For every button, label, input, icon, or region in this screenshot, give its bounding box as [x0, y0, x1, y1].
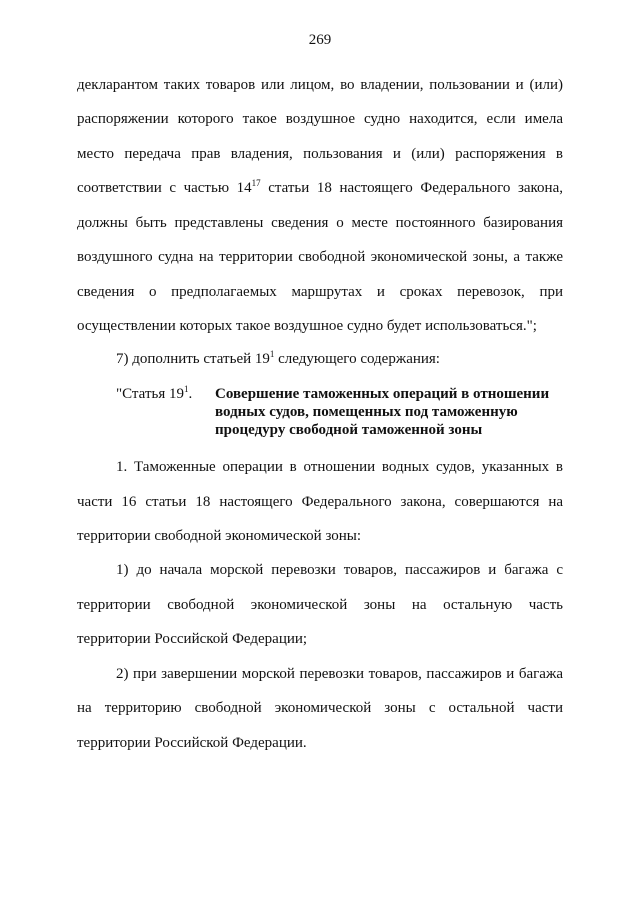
text-line: воздушного судна на территории свободной экономической зоны, а также	[77, 249, 563, 265]
article-title-line: водных судов, помещенных под таможенную	[215, 404, 518, 420]
text-line: место передача прав владения, пользования и (или) распоряжения в	[77, 146, 563, 162]
text-segment: соответствии с частью 14	[77, 180, 252, 196]
article-title-line: Совершение таможенных операций в отношении	[215, 386, 550, 402]
text-line: распоряжении которого такое воздушное судно находится, если имела	[77, 111, 563, 127]
page-number: 269	[308, 32, 332, 48]
article-title	[215, 385, 565, 439]
text-line: должны быть представлены сведения о месте постоянного базирования	[77, 215, 563, 231]
text-line: 1) до начала морской перевозки товаров, пассажиров и багажа с	[116, 562, 563, 578]
superscript: 17	[251, 178, 261, 188]
text-line: территории Российской Федерации.	[77, 735, 307, 751]
text-line: территории Российской Федерации;	[77, 631, 308, 647]
superscript: 1	[183, 384, 189, 394]
text-line: части 16 статьи 18 настоящего Федерального закона, совершаются на	[77, 494, 563, 510]
text-segment: "Статья 19	[116, 386, 184, 402]
text-line	[77, 179, 563, 197]
text-line: 2) при завершении морской перевозки товаров, пассажиров и багажа	[116, 666, 563, 682]
text-line: декларантом таких товаров или лицом, во владении, пользовании и (или)	[77, 77, 563, 93]
text-segment: статьи 18 настоящего Федерального закона,	[260, 180, 563, 196]
text-line: территории свободной экономической зоны на остальную часть	[77, 597, 563, 613]
article-title-line: процедуру свободной таможенной зоны	[215, 422, 483, 438]
article-label	[116, 385, 192, 403]
text-segment: следующего содержания:	[274, 351, 440, 367]
text-line	[116, 350, 563, 368]
text-line: территории свободной экономической зоны:	[77, 528, 362, 544]
superscript: 1	[269, 349, 275, 359]
text-line: на территорию свободной экономической зоны с остальной части	[77, 700, 563, 716]
text-line: сведения о предполагаемых маршрутах и сроках перевозок, при	[77, 284, 563, 300]
text-segment: .	[188, 386, 193, 402]
text-line: 1. Таможенные операции в отношении водных судов, указанных в	[116, 459, 563, 475]
text-segment: 7) дополнить статьей 19	[116, 351, 270, 367]
text-line: осуществлении которых такое воздушное судно будет использоваться.";	[77, 318, 537, 334]
